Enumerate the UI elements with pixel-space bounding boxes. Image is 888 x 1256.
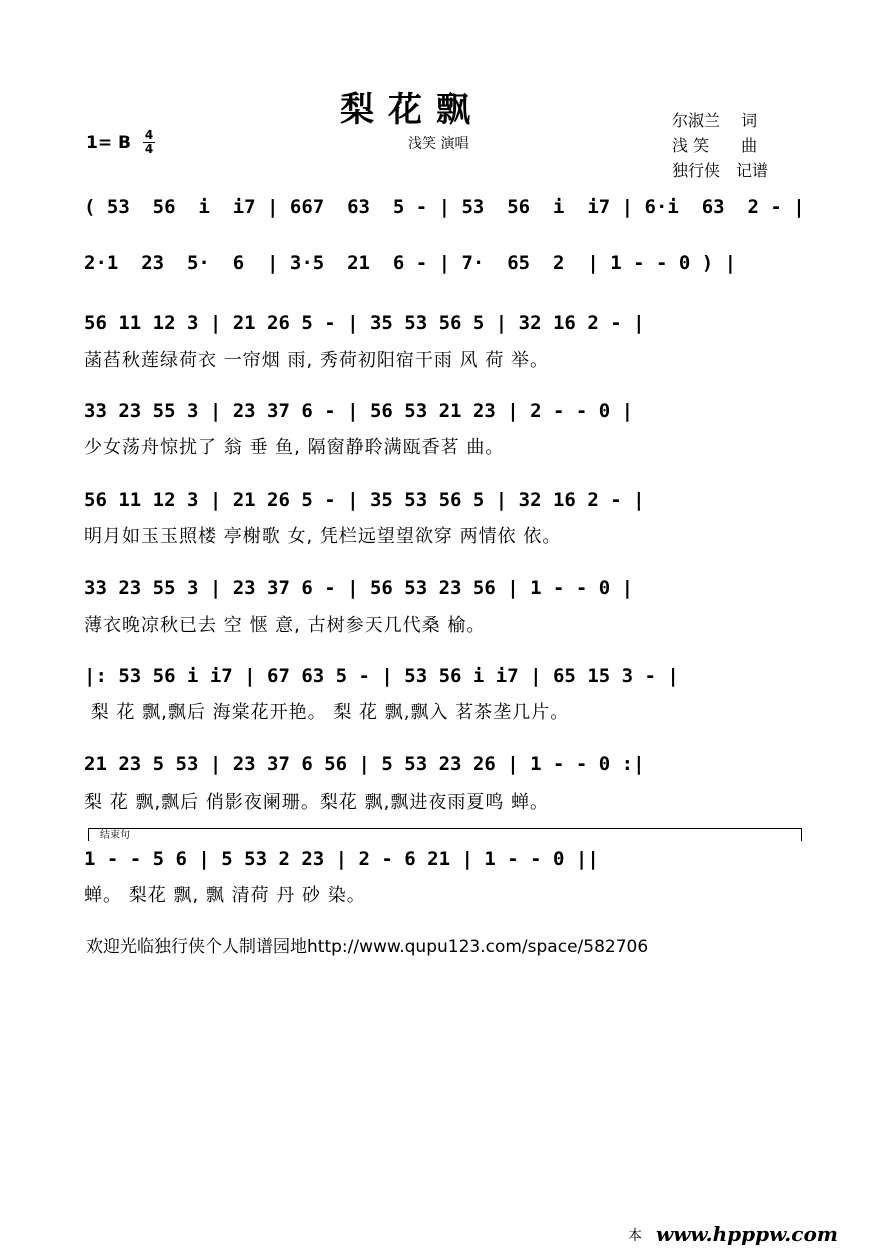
- watermark: www.hpppw.com: [656, 1222, 838, 1246]
- ending-label: 结束句: [100, 830, 130, 841]
- notation-line-3: 56 11 12 3 | 21 26 5 - | 35 53 56 5 | 32 16 2 - |: [84, 312, 645, 334]
- transcriber-credit: 独行侠 记谱: [672, 161, 769, 180]
- lyric-line-3: 菡萏秋莲绿荷衣 一帘烟 雨, 秀荷初阳宿干雨 风 荷 举。: [84, 350, 550, 371]
- lyricist-credit: 尔淑兰 词: [672, 111, 758, 130]
- notation-line-9: 1 - - 5 6 | 5 53 2 23 | 2 - 6 21 | 1 - - 0 ||: [84, 848, 599, 870]
- notation-line-8: 21 23 5 53 | 23 37 6 56 | 5 53 23 26 | 1 - - 0 :|: [84, 753, 645, 775]
- lyric-line-6: 薄衣晚凉秋已去 空 惬 意, 古树参天几代桑 榆。: [84, 615, 486, 636]
- singer-credit: 浅笑 演唱: [408, 136, 469, 152]
- notation-line-5: 56 11 12 3 | 21 26 5 - | 35 53 56 5 | 32 16 2 - |: [84, 489, 645, 511]
- footer-link-text: 欢迎光临独行侠个人制谱园地http://www.qupu123.com/space/582706: [86, 937, 649, 957]
- lyric-line-5: 明月如玉玉照楼 亭榭歌 女, 凭栏远望望欲穿 两情依 依。: [84, 526, 562, 547]
- lyric-line-7: 梨 花 飘,飘后 海棠花开艳。 梨 花 飘,飘入 茗茶垄几片。: [84, 702, 570, 723]
- notation-line-7: |: 53 56 i i7 | 67 63 5 - | 53 56 i i7 | 65 15 3 - |: [84, 665, 679, 687]
- notation-line-4: 33 23 55 3 | 23 37 6 - | 56 53 21 23 | 2 - - 0 |: [84, 400, 634, 422]
- time-signature: [142, 129, 156, 156]
- lyric-line-9: 蝉。 梨花 飘, 飘 清荷 丹 砂 染。: [84, 885, 366, 906]
- time-signature-bottom: 4: [144, 142, 154, 156]
- composer-credit: 浅 笑 曲: [672, 136, 758, 155]
- notation-line-6: 33 23 55 3 | 23 37 6 - | 56 53 23 56 | 1 - - 0 |: [84, 577, 634, 599]
- lyric-line-8: 梨 花 飘,飘后 俏影夜阑珊。梨花 飘,飘进夜雨夏鸣 蝉。: [84, 792, 550, 813]
- song-title: 梨花飘: [340, 90, 484, 130]
- notation-line-2: 2·1 23 5· 6 | 3·5 21 6 - | 7· 65 2 | 1 - - 0 ) |: [84, 252, 737, 274]
- key-signature: 1= B: [86, 133, 131, 153]
- time-signature-top: 4: [144, 128, 154, 142]
- watermark-prefix: 本: [628, 1228, 642, 1244]
- lyric-line-4: 少女荡舟惊扰了 翁 垂 鱼, 隔窗静聆满瓯香茗 曲。: [84, 437, 505, 458]
- notation-line-1: ( 53 56 i i7 | 667 63 5 - | 53 56 i i7 | 6·i 63 2 - |: [84, 196, 805, 218]
- ending-bracket: [88, 828, 802, 841]
